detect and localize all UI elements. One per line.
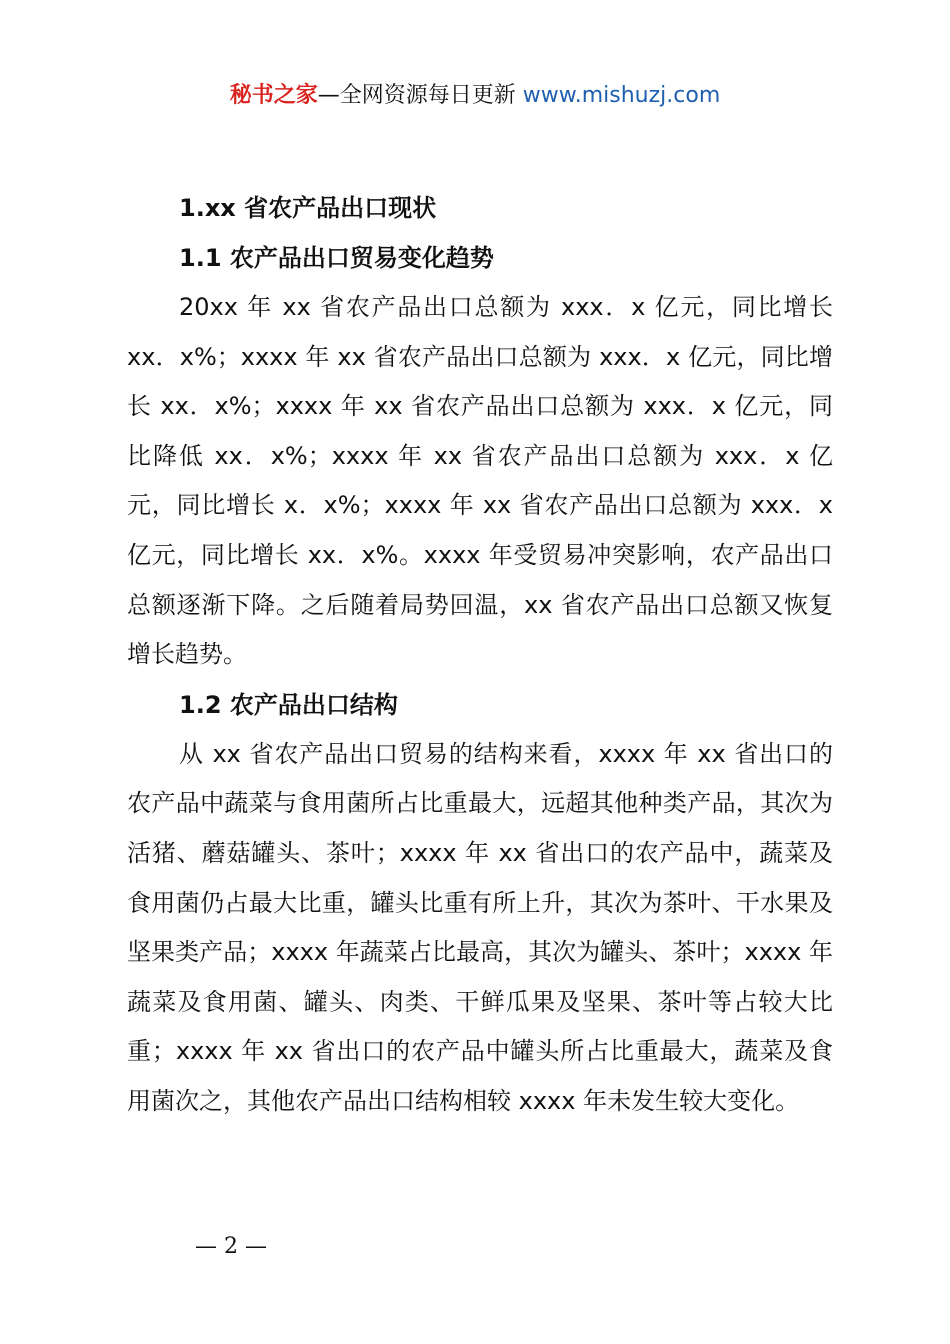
- site-brand: 秘书之家: [229, 83, 318, 108]
- paragraph-export-structure: 从 xx 省农产品出口贸易的结构来看，xxxx 年 xx 省出口的农产品中蔬菜与食用菌所占比重最大，远超其他种类产品，其次为活猪、蘑菇罐头、茶叶；xxxx 年 xx 省出口的农产品中，蔬菜及食用菌仍占最大比重，罐头比重有所上升，其次为茶叶、干水果及坚果类产品；xxxx 年蔬菜占比最高，其次为罐头、茶叶；xxxx 年蔬菜及食用菌、罐头、肉类、干鲜瓜果及坚果、茶叶等占较大比重；xxxx 年 xx 省出口的农产品中罐头所占比重最大，蔬菜及食用菌次之，其他农产品出口结构相较 xxxx 年未发生较大变化。: [127, 739, 833, 1115]
- site-tagline: —全网资源每日更新: [317, 83, 516, 108]
- section-heading-1-1: 1.1 农产品出口贸易变化趋势: [179, 244, 494, 272]
- section-heading-1-2: 1.2 农产品出口结构: [179, 690, 398, 719]
- section-heading-1: 1.xx 省农产品出口现状: [179, 194, 437, 222]
- document-body: [127, 183, 833, 1127]
- paragraph-export-trend: 20xx 年 xx 省农产品出口总额为 xxx．x 亿元，同比增长 xx．x%；xxxx 年 xx 省农产品出口总额为 xxx．x 亿元，同比增长 xx．x%；xxxx 年 xx 省农产品出口总额为 xxx．x 亿元，同比降低 xx．x%；xxxx 年 xx 省农产品出口总额为 xxx．x 亿元，同比增长 x．x%；xxxx 年 xx 省农产品出口总额为 xxx．x 亿元，同比增长 xx．x%。xxxx 年受贸易冲突影响，农产品出口总额逐渐下降。之后随着局势回温，xx 省农产品出口总额又恢复增长趋势。: [127, 293, 833, 669]
- page-number: — 2 —: [195, 1234, 267, 1259]
- site-url[interactable]: www.mishuzj.com: [522, 83, 721, 108]
- site-header: [0, 80, 950, 112]
